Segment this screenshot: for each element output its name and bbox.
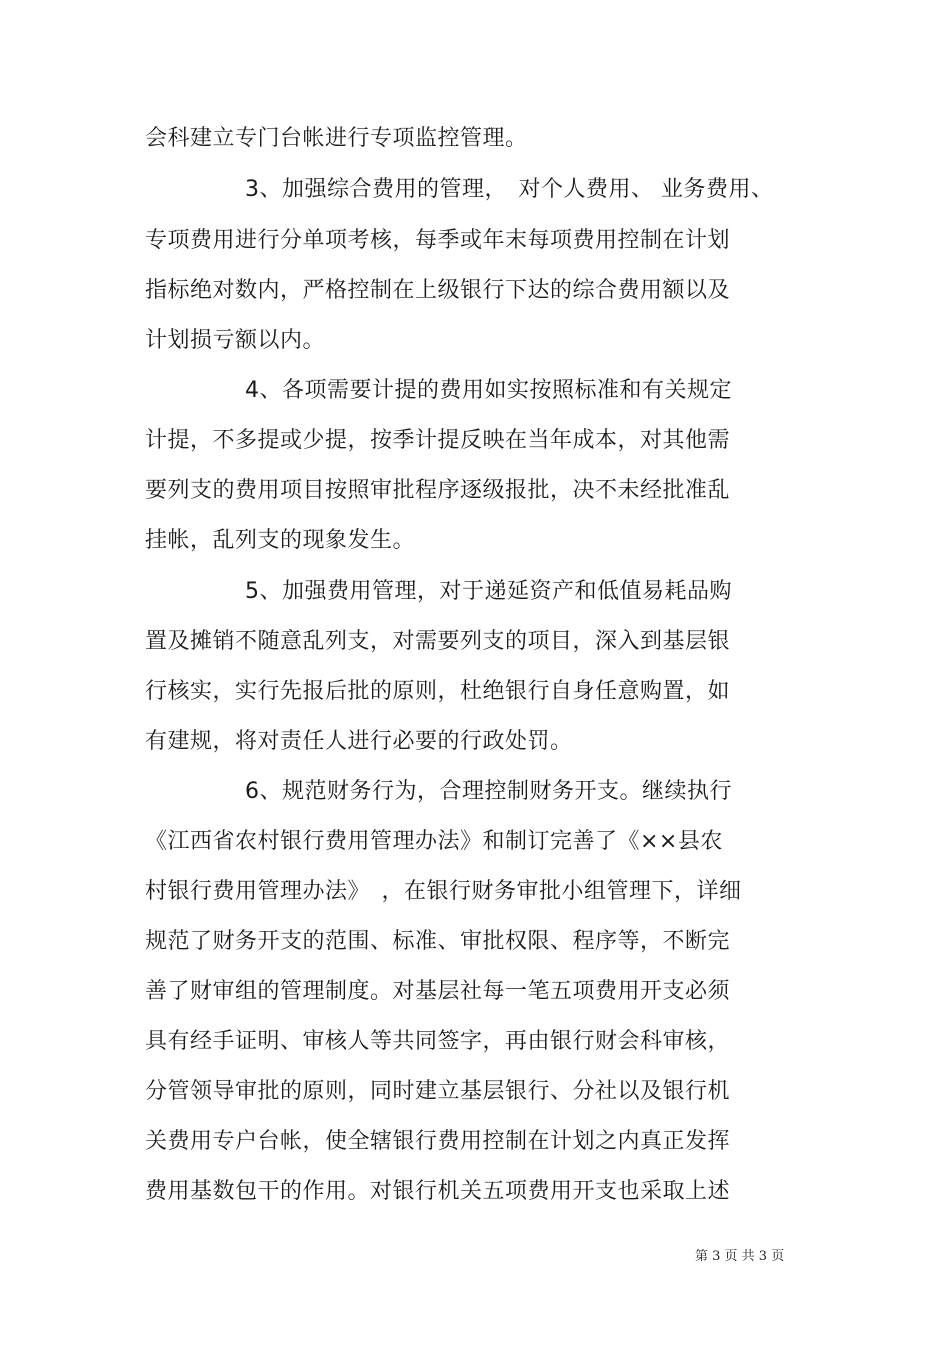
text-line: 计提，不多提或少提，按季计提反映在当年成本，对其他需	[145, 428, 731, 453]
text-line: 善了财审组的管理制度。对基层社每一笔五项费用开支必须	[145, 979, 731, 1004]
text-line: 费用基数包干的作用。对银行机关五项费用开支也采取上述	[145, 1179, 731, 1204]
text-line: 会科建立专门台帐进行专项监控管理。	[145, 126, 528, 151]
text-line: 挂帐，乱列支的现象发生。	[145, 528, 416, 553]
text-line: 规范了财务开支的范围、标准、审批权限、程序等，不断完	[145, 929, 731, 954]
text-line: 有建规，将对责任人进行必要的行政处罚。	[145, 729, 573, 754]
text-line: 计划损亏额以内。	[145, 328, 326, 353]
text-line: 4、各项需要计提的费用如实按照标准和有关规定	[245, 378, 732, 403]
text-line: 关费用专户台帐，使全辖银行费用控制在计划之内真正发挥	[145, 1129, 731, 1154]
text-line: 专项费用进行分单项考核，每季或年末每项费用控制在计划	[145, 228, 731, 253]
page-number: 第 3 页 共 3 页	[695, 1249, 785, 1264]
text-line: 分管领导审批的原则，同时建立基层银行、分社以及银行机	[145, 1079, 731, 1104]
text-line: 置及摊销不随意乱列支，对需要列支的项目，深入到基层银	[145, 629, 731, 654]
text-line: 《江西省农村银行费用管理办法》和制订完善了《××县农	[145, 829, 723, 854]
text-line: 行核实，实行先报后批的原则，杜绝银行自身任意购置，如	[145, 679, 731, 704]
text-line: 具有经手证明、审核人等共同签字，再由银行财会科审核，	[145, 1029, 731, 1054]
text-line: 村银行费用管理办法》 ，在银行财务审批小组管理下，详细	[145, 879, 742, 904]
text-line: 3、加强综合费用的管理， 对个人费用、 业务费用、	[245, 177, 774, 202]
text-line: 5、加强费用管理，对于递延资产和低值易耗品购	[245, 579, 732, 604]
text-line: 指标绝对数内，严格控制在上级银行下达的综合费用额以及	[145, 278, 731, 303]
text-line: 6、规范财务行为，合理控制财务开支。继续执行	[245, 779, 732, 804]
text-line: 要列支的费用项目按照审批程序逐级报批，决不未经批准乱	[145, 478, 731, 503]
